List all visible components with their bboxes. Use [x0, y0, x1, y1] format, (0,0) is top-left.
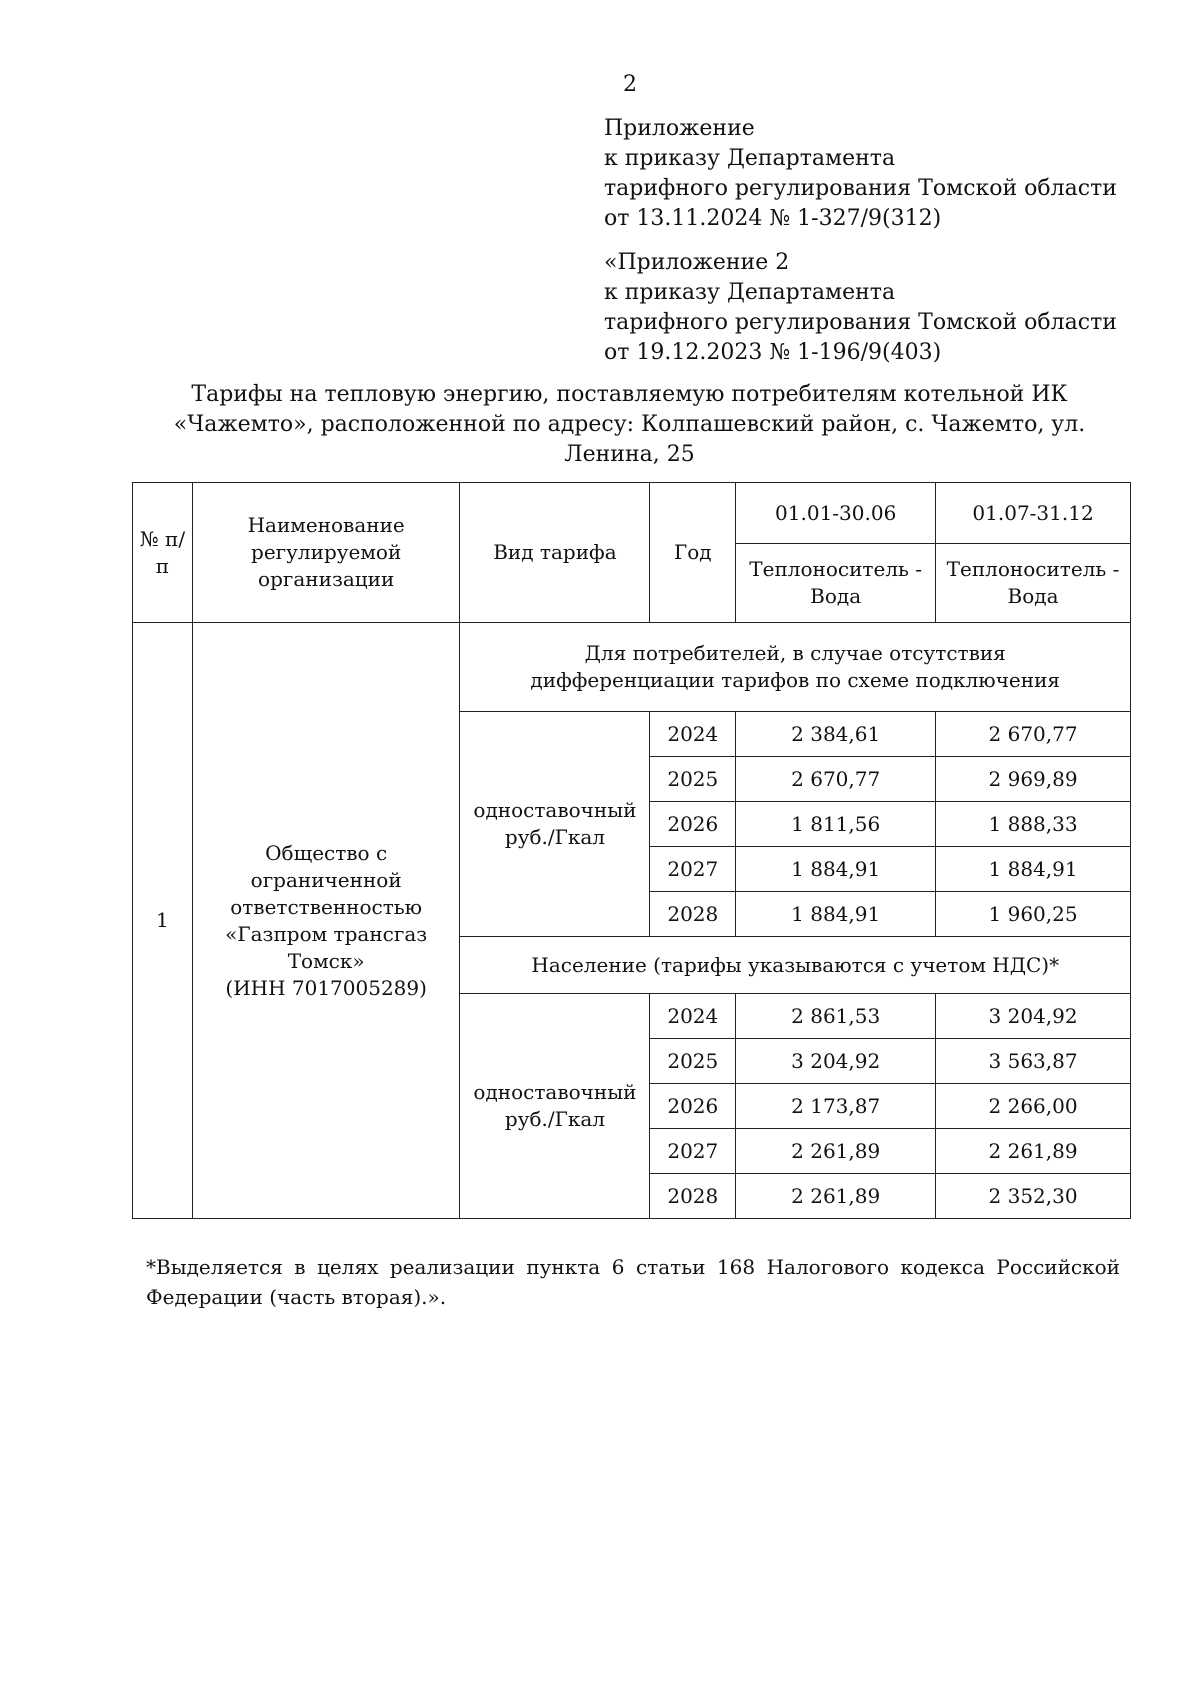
- tariff-value-period-2: 3 563,87: [936, 1039, 1131, 1084]
- appendix-reference-original: [604, 248, 1164, 368]
- header-year: Год: [650, 483, 736, 623]
- tariff-value-period-2: 1 960,25: [936, 892, 1131, 937]
- appendix-line: Приложение: [604, 116, 755, 141]
- tariff-value-period-1: 1 884,91: [736, 892, 936, 937]
- tariff-type-cell: [460, 712, 650, 937]
- footnote: *Выделяется в целях реализации пункта 6 статьи 168 Налогового кодекса Российской Федерации (часть вторая).».: [146, 1255, 1120, 1309]
- appendix-line: к приказу Департамента: [604, 146, 896, 171]
- tariff-table: [132, 482, 1131, 1219]
- appendix-line: тарифного регулирования Томской области: [604, 310, 1117, 335]
- appendix-line: тарифного регулирования Томской области: [604, 176, 1117, 201]
- group-title-consumers: Для потребителей, в случае отсутствия дифференциации тарифов по схеме подключения: [460, 623, 1131, 712]
- tariff-value-period-1: 1 811,56: [736, 802, 936, 847]
- tariff-type-line: одноставочный: [473, 798, 637, 822]
- year-cell: 2025: [650, 1039, 736, 1084]
- tariff-type-cell: [460, 994, 650, 1219]
- year-cell: 2027: [650, 847, 736, 892]
- tariff-value-period-2: 1 884,91: [936, 847, 1131, 892]
- year-cell: 2028: [650, 1174, 736, 1219]
- header-tariff-type: Вид тарифа: [460, 483, 650, 623]
- tariff-unit-line: руб./Гкал: [504, 825, 605, 849]
- page-number: 2: [623, 72, 637, 97]
- year-cell: 2026: [650, 1084, 736, 1129]
- organization-line: Общество с: [265, 840, 388, 865]
- header-organization: Наименование регулируемой организации: [192, 483, 460, 623]
- header-number: № п/п: [133, 483, 193, 623]
- tariff-value-period-1: 1 884,91: [736, 847, 936, 892]
- appendix-line: от 19.12.2023 № 1-196/9(403): [604, 340, 942, 365]
- tariff-value-period-1: 3 204,92: [736, 1039, 936, 1084]
- year-cell: 2024: [650, 994, 736, 1039]
- tariff-value-period-1: 2 173,87: [736, 1084, 936, 1129]
- year-cell: 2027: [650, 1129, 736, 1174]
- tariff-value-period-1: 2 861,53: [736, 994, 936, 1039]
- tariff-value-period-2: 2 261,89: [936, 1129, 1131, 1174]
- organization-line: ограниченной: [250, 867, 402, 892]
- tariff-value-period-2: 2 670,77: [936, 712, 1131, 757]
- organization-line: «Газпром трансгаз: [225, 921, 428, 946]
- row-number: 1: [133, 623, 193, 1219]
- appendix-reference-current: [604, 114, 1164, 234]
- tariff-type-line: одноставочный: [473, 1080, 637, 1104]
- header-carrier-2: Теплоноситель - Вода: [936, 544, 1131, 623]
- tariff-value-period-2: 1 888,33: [936, 802, 1131, 847]
- header-period-2: 01.07-31.12: [936, 483, 1131, 544]
- year-cell: 2025: [650, 757, 736, 802]
- tariff-value-period-2: 2 969,89: [936, 757, 1131, 802]
- organization-name: [192, 623, 460, 1219]
- year-cell: 2026: [650, 802, 736, 847]
- appendix-line: к приказу Департамента: [604, 280, 896, 305]
- tariff-value-period-1: 2 261,89: [736, 1174, 936, 1219]
- tariff-value-period-2: 2 266,00: [936, 1084, 1131, 1129]
- tariff-unit-line: руб./Гкал: [504, 1107, 605, 1131]
- header-period-1: 01.01-30.06: [736, 483, 936, 544]
- tariff-value-period-1: 2 384,61: [736, 712, 936, 757]
- organization-line: (ИНН 7017005289): [225, 975, 427, 1000]
- appendix-line: от 13.11.2024 № 1-327/9(312): [604, 206, 942, 231]
- tariff-value-period-2: 3 204,92: [936, 994, 1131, 1039]
- header-carrier-1: Теплоноситель - Вода: [736, 544, 936, 623]
- appendix-line: «Приложение 2: [604, 250, 790, 275]
- year-cell: 2028: [650, 892, 736, 937]
- organization-line: Томск»: [287, 948, 365, 973]
- tariff-value-period-1: 2 261,89: [736, 1129, 936, 1174]
- group-title-population: Население (тарифы указываются с учетом НДС)*: [460, 937, 1131, 994]
- year-cell: 2024: [650, 712, 736, 757]
- organization-line: ответственностью: [230, 894, 423, 919]
- tariff-value-period-1: 2 670,77: [736, 757, 936, 802]
- tariff-value-period-2: 2 352,30: [936, 1174, 1131, 1219]
- document-title: Тарифы на тепловую энергию, поставляемую потребителям котельной ИК «Чажемто», расположенной по адресу: Колпашевский район, с. Чажемто, ул. Ленина, 25: [173, 382, 1086, 467]
